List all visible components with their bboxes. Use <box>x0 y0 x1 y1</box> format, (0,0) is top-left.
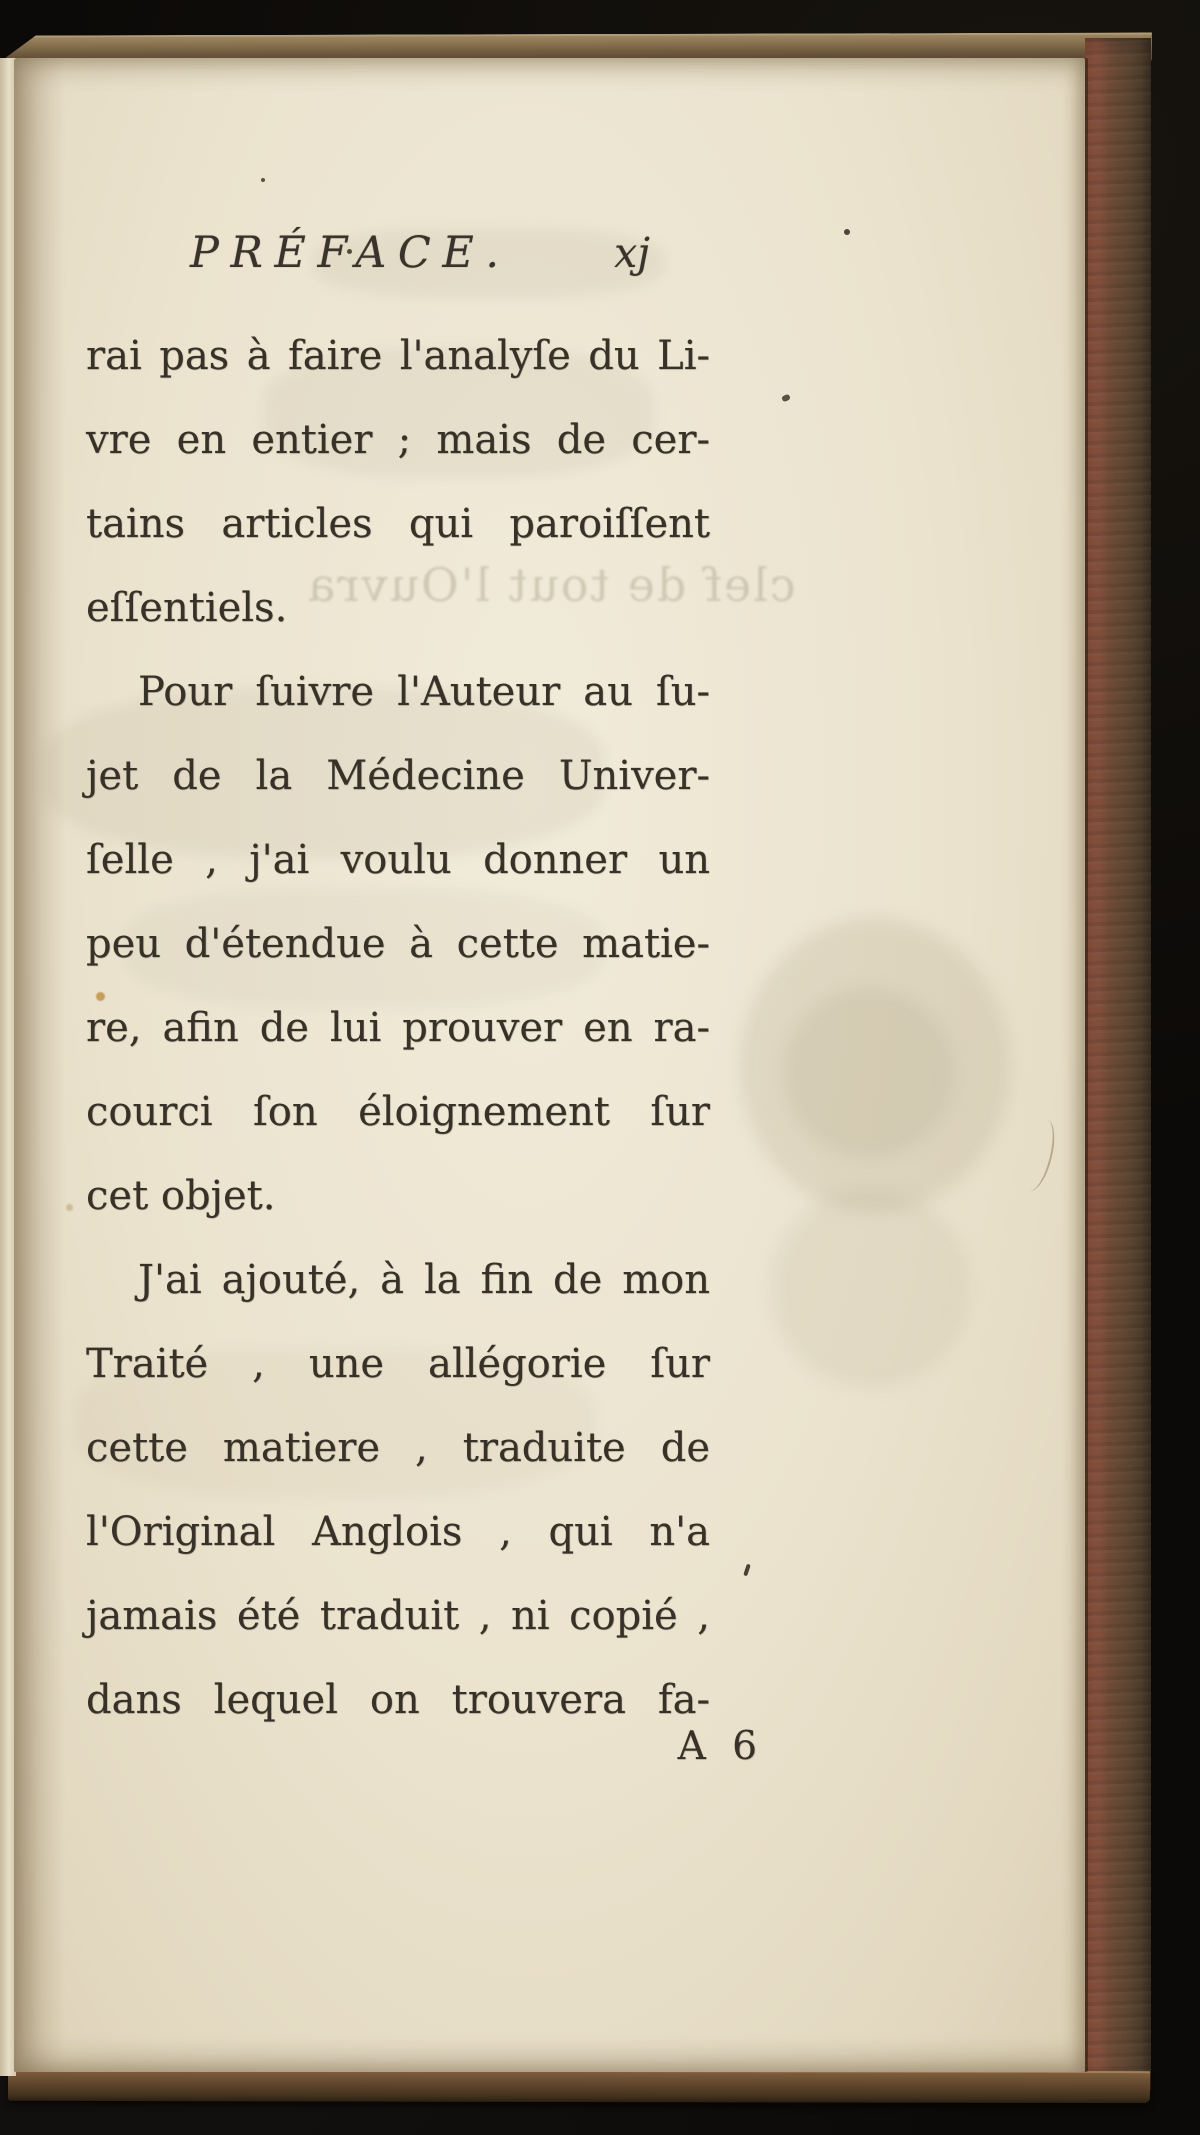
page-number: xj <box>614 229 650 277</box>
paper-fiber <box>1015 1116 1060 1195</box>
text-line: ſelle , j'ai voulu donner un <box>86 837 710 883</box>
body-text <box>86 314 710 1742</box>
text-line: J'ai ajouté, à la fin de mon <box>138 1257 710 1303</box>
text-line: jet de la Médecine Univer- <box>86 753 710 799</box>
text-line: eſſentiels. <box>86 585 288 631</box>
book-cover-bottom-edge <box>8 2069 1150 2103</box>
text-line: Traité , une allégorie ſur <box>86 1341 710 1387</box>
signature-mark: A 6 <box>677 1724 764 1769</box>
text-line: Pour ſuivre l'Auteur au ſu- <box>138 669 710 715</box>
text-line: tains articles qui paroiſſent <box>86 501 710 547</box>
preface-heading: PRÉFACE. <box>190 228 511 278</box>
text-line: vre en entier ; mais de cer- <box>86 417 710 463</box>
showthrough-ornament <box>784 988 954 1158</box>
text-line: rai pas à faire l'analyſe du Li- <box>86 333 710 379</box>
text-line: cette matiere , traduite de <box>86 1425 710 1471</box>
ink-speck <box>844 229 850 235</box>
foxing-spot <box>66 1204 73 1211</box>
showthrough-text: clef de tout l'Ouvra <box>306 558 796 612</box>
text-line: l'Original Anglois , qui n'a <box>86 1509 710 1555</box>
text-line: jamais été traduit , ni copié , <box>86 1593 710 1639</box>
text-line: dans lequel on trouvera fa- <box>86 1677 710 1723</box>
page-header <box>86 228 710 278</box>
text-line: courci ſon éloignement ſur <box>86 1089 710 1135</box>
ink-speck <box>743 1564 751 1577</box>
text-line: peu d'étendue à cette matie- <box>86 921 710 967</box>
showthrough-ornament <box>770 1188 970 1388</box>
book-cover-right-edge <box>1085 38 1151 2090</box>
text-line: re, afin de lui prouver en ra- <box>86 1005 710 1051</box>
ink-speck <box>781 394 791 403</box>
book-page <box>14 58 1085 2072</box>
ink-speck <box>261 178 265 182</box>
text-line: cet objet. <box>86 1173 276 1219</box>
